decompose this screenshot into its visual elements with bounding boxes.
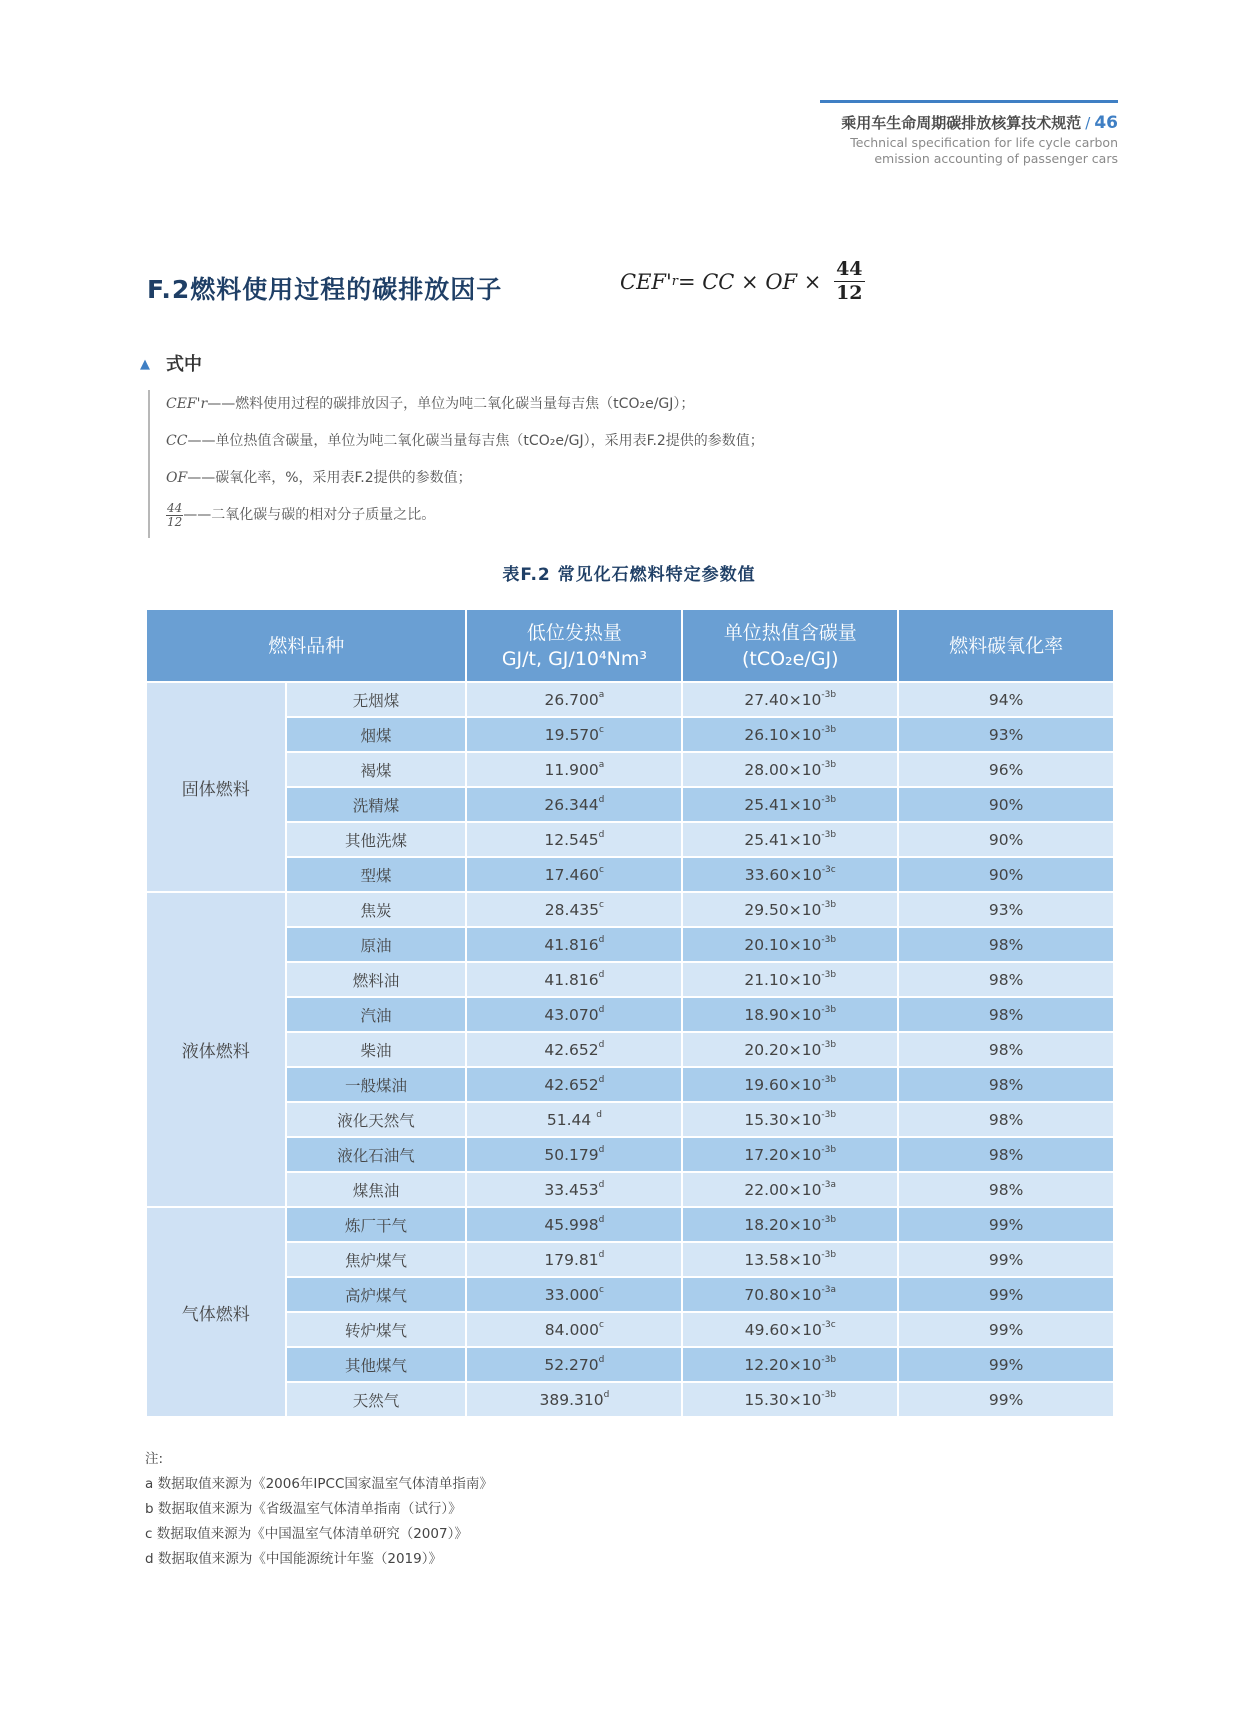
carbon-content-cell (682, 1102, 898, 1137)
table-row (146, 787, 1114, 822)
header-title (841, 112, 1118, 133)
oxidation-rate-cell: 96% (898, 752, 1114, 787)
fuel-group-cell: 气体燃料 (146, 1207, 286, 1417)
carbon-content-value: 12.20×10 (744, 1355, 822, 1374)
oxidation-rate-cell: 98% (898, 1172, 1114, 1207)
ncv-cell (466, 682, 682, 717)
fuel-name-cell: 洗精煤 (286, 787, 467, 822)
notes (145, 1447, 493, 1572)
carbon-content-cell (682, 1382, 898, 1417)
ncv-source-ref: d (598, 794, 605, 805)
ncv-cell (466, 1382, 682, 1417)
carbon-content-exponent: -3b (821, 1074, 837, 1085)
oxidation-rate-cell: 99% (898, 1312, 1114, 1347)
definition-text: ——单位热值含碳量，单位为吨二氧化碳当量每吉焦（tCO₂e/GJ），采用表F.2提供的参数值； (187, 433, 764, 449)
ncv-value: 41.816 (544, 970, 599, 989)
header-ncv-line1: 低位发热量 (526, 621, 622, 644)
note-d: d 数据取值来源为《中国能源统计年鉴（2019）》 (145, 1551, 442, 1567)
fuel-group-cell: 液体燃料 (146, 892, 286, 1207)
carbon-content-value: 18.90×10 (744, 1005, 822, 1024)
table-header-row (146, 609, 1114, 682)
carbon-content-value: 33.60×10 (744, 865, 822, 884)
carbon-content-exponent: -3b (821, 899, 837, 910)
carbon-content-value: 18.20×10 (744, 1215, 822, 1234)
ncv-source-ref: d (598, 829, 605, 840)
ncv-cell (466, 1207, 682, 1242)
definition-item (166, 390, 1026, 427)
note-c: c 数据取值来源为《中国温室气体清单研究（2007）》 (145, 1526, 468, 1542)
ncv-source-ref: d (598, 1144, 605, 1155)
definition-item (166, 427, 1026, 464)
ncv-value: 179.81 (544, 1250, 599, 1269)
carbon-content-value: 28.00×10 (744, 760, 822, 779)
header-slash: / (1085, 114, 1091, 132)
ncv-value: 28.435 (544, 900, 600, 919)
ncv-cell (466, 927, 682, 962)
oxidation-rate-cell: 90% (898, 822, 1114, 857)
carbon-content-value: 17.20×10 (744, 1145, 822, 1164)
table-row (146, 1277, 1114, 1312)
formula-lhs: CEF' (620, 269, 672, 294)
table-row (146, 997, 1114, 1032)
oxidation-rate-cell: 98% (898, 1067, 1114, 1102)
ncv-source-ref: d (598, 1074, 605, 1085)
ncv-cell (466, 752, 682, 787)
definition-fraction-denominator: 12 (167, 514, 183, 529)
carbon-content-exponent: -3b (821, 1214, 837, 1225)
table-row (146, 1312, 1114, 1347)
ncv-source-ref: a (598, 759, 605, 770)
carbon-content-value: 25.41×10 (744, 830, 822, 849)
ncv-cell (466, 857, 682, 892)
ncv-value: 41.816 (544, 935, 599, 954)
ncv-value: 12.545 (544, 830, 599, 849)
fuel-name-cell: 型煤 (286, 857, 467, 892)
ncv-source-ref: d (598, 1214, 605, 1225)
table-row (146, 822, 1114, 857)
table-row (146, 717, 1114, 752)
carbon-content-cell (682, 682, 898, 717)
fuel-name-cell: 其他煤气 (286, 1347, 467, 1382)
ncv-value: 42.652 (544, 1040, 599, 1059)
ncv-cell (466, 962, 682, 997)
carbon-content-cell (682, 1312, 898, 1347)
oxidation-rate-cell: 90% (898, 787, 1114, 822)
fuel-name-cell: 转炉煤气 (286, 1312, 467, 1347)
fuel-name-cell: 炼厂干气 (286, 1207, 467, 1242)
ncv-value: 19.570 (544, 725, 600, 744)
definitions-heading (140, 350, 202, 376)
ncv-source-ref: d (596, 1109, 602, 1120)
ncv-value: 11.900 (544, 760, 599, 779)
carbon-content-cell (682, 717, 898, 752)
oxidation-rate-cell: 98% (898, 1137, 1114, 1172)
table-row (146, 1347, 1114, 1382)
carbon-content-cell (682, 962, 898, 997)
fuel-parameter-table (145, 608, 1115, 1418)
carbon-content-exponent: -3b (821, 1249, 837, 1260)
ncv-value: 33.000 (544, 1285, 600, 1304)
carbon-content-cell (682, 927, 898, 962)
carbon-content-exponent: -3b (821, 1389, 837, 1400)
definitions-heading-text: 式中 (166, 354, 202, 375)
definition-symbol: OF (166, 470, 188, 486)
ncv-value: 26.344 (544, 795, 599, 814)
carbon-content-exponent: -3b (821, 969, 837, 980)
fuel-name-cell: 天然气 (286, 1382, 467, 1417)
table-row (146, 752, 1114, 787)
table-row (146, 1172, 1114, 1207)
definition-text: ——二氧化碳与碳的相对分子质量之比。 (183, 507, 436, 523)
carbon-content-cell (682, 892, 898, 927)
fuel-name-cell: 煤焦油 (286, 1172, 467, 1207)
definition-fraction (166, 502, 183, 529)
carbon-content-exponent: -3b (821, 1144, 837, 1155)
carbon-content-exponent: -3b (821, 689, 837, 700)
carbon-content-value: 22.00×10 (744, 1180, 822, 1199)
ncv-source-ref: d (598, 1004, 605, 1015)
ncv-cell (466, 1067, 682, 1102)
oxidation-rate-cell: 90% (898, 857, 1114, 892)
carbon-content-exponent: -3b (821, 724, 837, 735)
carbon-content-exponent: -3a (821, 1179, 837, 1190)
definition-symbol: CC (166, 433, 188, 449)
ncv-source-ref: d (603, 1389, 610, 1400)
fuel-name-cell: 柴油 (286, 1032, 467, 1067)
formula-rhs: = CC × OF × (677, 269, 829, 294)
ncv-cell (466, 892, 682, 927)
table-row (146, 1242, 1114, 1277)
ncv-cell (466, 1137, 682, 1172)
carbon-content-value: 21.10×10 (744, 970, 822, 989)
definitions-list (148, 390, 1026, 538)
oxidation-rate-cell: 99% (898, 1277, 1114, 1312)
fuel-name-cell: 一般煤油 (286, 1067, 467, 1102)
table-row (146, 1067, 1114, 1102)
table-row (146, 1102, 1114, 1137)
table-row (146, 1382, 1114, 1417)
ncv-source-ref: d (598, 1354, 605, 1365)
carbon-content-cell (682, 752, 898, 787)
carbon-content-exponent: -3b (821, 794, 837, 805)
page-number: 46 (1094, 113, 1118, 133)
ncv-source-ref: c (599, 864, 604, 875)
ncv-source-ref: d (598, 934, 605, 945)
fuel-name-cell: 烟煤 (286, 717, 467, 752)
section-title: F.2燃料使用过程的碳排放因子 (147, 275, 503, 304)
oxidation-rate-cell: 98% (898, 1032, 1114, 1067)
ncv-cell (466, 1032, 682, 1067)
header-carbon-content (682, 609, 898, 682)
ncv-cell (466, 1102, 682, 1137)
carbon-content-exponent: -3a (821, 1284, 837, 1295)
header-title-cn: 乘用车生命周期碳排放核算技术规范 (841, 114, 1082, 132)
carbon-content-cell (682, 1207, 898, 1242)
carbon-content-cell (682, 1242, 898, 1277)
carbon-content-cell (682, 1347, 898, 1382)
fuel-name-cell: 液化天然气 (286, 1102, 467, 1137)
fuel-name-cell: 燃料油 (286, 962, 467, 997)
ncv-source-ref: d (598, 1249, 605, 1260)
carbon-content-value: 20.10×10 (744, 935, 822, 954)
oxidation-rate-cell: 93% (898, 892, 1114, 927)
carbon-content-cell (682, 787, 898, 822)
formula-fraction-numerator: 44 (836, 258, 863, 280)
header-cc-line2: (tCO₂e/GJ) (741, 647, 839, 670)
header-oxidation-rate: 燃料碳氧化率 (898, 609, 1114, 682)
ncv-cell (466, 1277, 682, 1312)
fuel-name-cell: 液化石油气 (286, 1137, 467, 1172)
ncv-value: 26.700 (544, 690, 599, 709)
carbon-content-value: 25.41×10 (744, 795, 822, 814)
carbon-content-cell (682, 857, 898, 892)
ncv-cell (466, 997, 682, 1032)
table-title: 表F.2 常见化石燃料特定参数值 (502, 565, 756, 585)
ncv-value: 52.270 (544, 1355, 599, 1374)
fuel-name-cell: 焦炉煤气 (286, 1242, 467, 1277)
oxidation-rate-cell: 99% (898, 1382, 1114, 1417)
ncv-cell (466, 1242, 682, 1277)
note-b: b 数据取值来源为《省级温室气体清单指南（试行）》 (145, 1501, 462, 1517)
fuel-name-cell: 无烟煤 (286, 682, 467, 717)
header-cc-line1: 单位热值含碳量 (723, 621, 857, 644)
header-title-en-line2: emission accounting of passenger cars (874, 151, 1118, 166)
carbon-content-exponent: -3b (821, 1109, 837, 1120)
header-title-en (798, 135, 1118, 167)
header-rule (820, 100, 1118, 103)
carbon-content-cell (682, 1172, 898, 1207)
ncv-value: 50.179 (544, 1145, 599, 1164)
fuel-name-cell: 原油 (286, 927, 467, 962)
ncv-cell (466, 787, 682, 822)
header-title-en-line1: Technical specification for life cycle carbon (850, 135, 1118, 150)
ncv-source-ref: c (599, 1319, 604, 1330)
ncv-source-ref: a (598, 689, 605, 700)
header-fuel-type: 燃料品种 (146, 609, 466, 682)
table-row (146, 682, 1114, 717)
definition-text: ——燃料使用过程的碳排放因子，单位为吨二氧化碳当量每吉焦（tCO₂e/GJ）； (207, 396, 695, 412)
ncv-source-ref: d (598, 1039, 605, 1050)
oxidation-rate-cell: 99% (898, 1347, 1114, 1382)
carbon-content-exponent: -3b (821, 829, 837, 840)
header-net-calorific-value (466, 609, 682, 682)
ncv-source-ref: c (599, 899, 604, 910)
oxidation-rate-cell: 98% (898, 997, 1114, 1032)
triangle-bullet-icon: ▲ (140, 357, 150, 372)
carbon-content-exponent: -3c (821, 1319, 836, 1330)
definition-item (166, 501, 1026, 538)
ncv-value: 389.310 (539, 1390, 604, 1409)
ncv-cell (466, 1312, 682, 1347)
carbon-content-value: 15.30×10 (744, 1390, 822, 1409)
carbon-content-value: 19.60×10 (744, 1075, 822, 1094)
carbon-content-exponent: -3b (821, 1004, 837, 1015)
header-ncv-line2: GJ/t, GJ/10⁴Nm³ (501, 647, 647, 670)
table-row (146, 962, 1114, 997)
carbon-content-value: 29.50×10 (744, 900, 822, 919)
carbon-content-exponent: -3b (821, 1039, 837, 1050)
ncv-value: 17.460 (544, 865, 600, 884)
carbon-content-cell (682, 1032, 898, 1067)
definition-fraction-numerator: 44 (167, 500, 183, 515)
carbon-content-value: 27.40×10 (744, 690, 822, 709)
fuel-name-cell: 其他洗煤 (286, 822, 467, 857)
formula-subscript: r (671, 274, 678, 289)
fuel-name-cell: 高炉煤气 (286, 1277, 467, 1312)
ncv-value: 45.998 (544, 1215, 599, 1234)
ncv-source-ref: c (599, 724, 604, 735)
carbon-content-exponent: -3b (821, 1354, 837, 1365)
oxidation-rate-cell: 93% (898, 717, 1114, 752)
fuel-name-cell: 焦炭 (286, 892, 467, 927)
ncv-cell (466, 1347, 682, 1382)
notes-heading: 注: (145, 1451, 164, 1467)
fuel-name-cell: 汽油 (286, 997, 467, 1032)
ncv-source-ref: d (598, 1179, 605, 1190)
formula (620, 260, 865, 303)
definition-text: ——碳氧化率，%，采用表F.2提供的参数值； (187, 470, 472, 486)
table-row (146, 892, 1114, 927)
oxidation-rate-cell: 99% (898, 1207, 1114, 1242)
formula-fraction-denominator: 12 (836, 282, 863, 304)
table-row (146, 1207, 1114, 1242)
fuel-group-cell: 固体燃料 (146, 682, 286, 892)
table-row (146, 1032, 1114, 1067)
oxidation-rate-cell: 99% (898, 1242, 1114, 1277)
note-a: a 数据取值来源为《2006年IPCC国家温室气体清单指南》 (145, 1476, 493, 1492)
oxidation-rate-cell: 94% (898, 682, 1114, 717)
ncv-value: 51.44 (546, 1110, 597, 1129)
table-row (146, 1137, 1114, 1172)
formula-fraction (834, 260, 864, 303)
ncv-cell (466, 717, 682, 752)
table-row (146, 927, 1114, 962)
carbon-content-value: 15.30×10 (744, 1110, 822, 1129)
carbon-content-cell (682, 997, 898, 1032)
carbon-content-value: 13.58×10 (744, 1250, 822, 1269)
carbon-content-exponent: -3b (821, 759, 837, 770)
oxidation-rate-cell: 98% (898, 927, 1114, 962)
carbon-content-exponent: -3c (821, 864, 836, 875)
ncv-value: 84.000 (544, 1320, 600, 1339)
carbon-content-cell (682, 1067, 898, 1102)
carbon-content-value: 20.20×10 (744, 1040, 822, 1059)
ncv-cell (466, 822, 682, 857)
definition-symbol: CEF'r (166, 396, 208, 412)
carbon-content-value: 49.60×10 (744, 1320, 822, 1339)
ncv-value: 33.453 (544, 1180, 599, 1199)
carbon-content-value: 26.10×10 (744, 725, 822, 744)
oxidation-rate-cell: 98% (898, 962, 1114, 997)
table-row (146, 857, 1114, 892)
carbon-content-exponent: -3b (821, 934, 837, 945)
carbon-content-cell (682, 1137, 898, 1172)
ncv-source-ref: d (598, 969, 605, 980)
definition-item (166, 464, 1026, 501)
ncv-value: 43.070 (544, 1005, 599, 1024)
fuel-name-cell: 褐煤 (286, 752, 467, 787)
ncv-source-ref: c (599, 1284, 604, 1295)
oxidation-rate-cell: 98% (898, 1102, 1114, 1137)
carbon-content-cell (682, 1277, 898, 1312)
ncv-cell (466, 1172, 682, 1207)
ncv-value: 42.652 (544, 1075, 599, 1094)
carbon-content-cell (682, 822, 898, 857)
carbon-content-value: 70.80×10 (744, 1285, 822, 1304)
